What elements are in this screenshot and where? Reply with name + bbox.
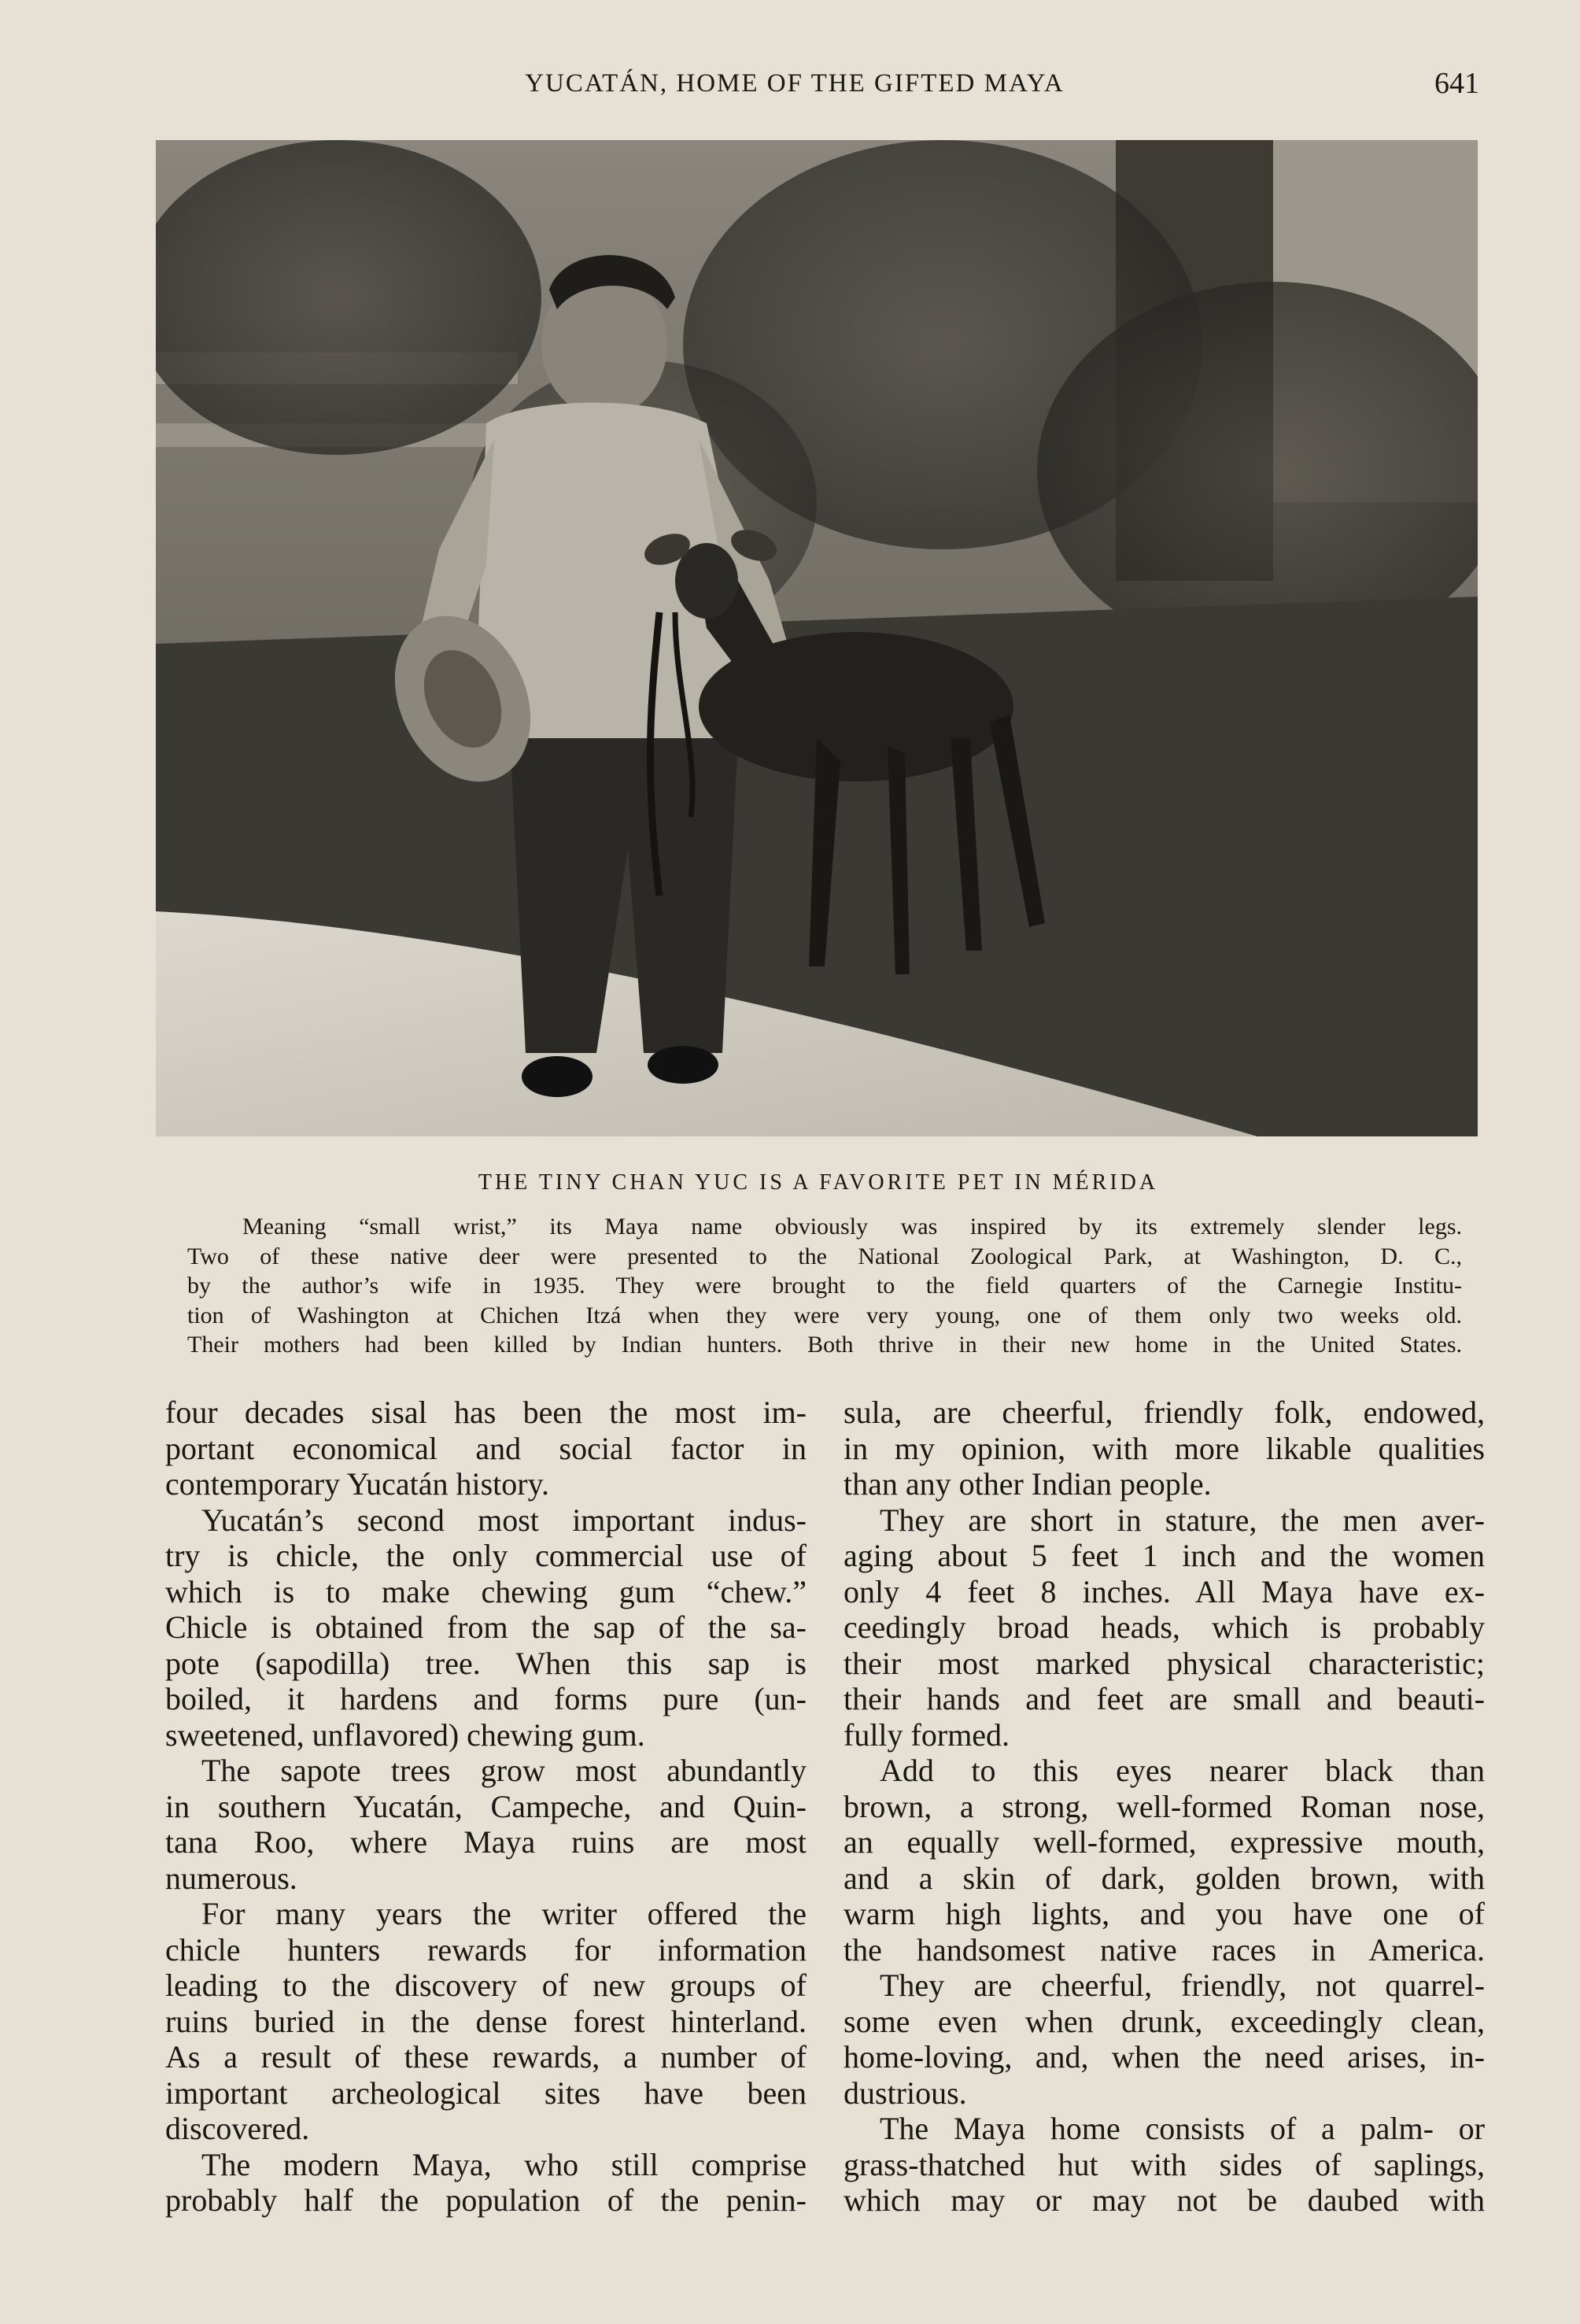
text-line: grass-thatched hut with sides of saplings, xyxy=(844,2146,1485,2182)
caption-line: Two of these native deer were presented to the National Zoological Park, at Washington, D. C., xyxy=(187,1243,1462,1269)
text-line: ruins buried in the dense forest hinterland. xyxy=(165,2003,807,2039)
text-line: probably half the population of the penin- xyxy=(165,2182,807,2218)
text-line: leading to the discovery of new groups of xyxy=(165,1967,807,2003)
text-line: four decades sisal has been the most im- xyxy=(165,1395,807,1430)
photo-illustration xyxy=(156,140,1478,1136)
text-line: in my opinion, with more likable qualities xyxy=(844,1430,1485,1466)
caption-line: Meaning “small wrist,” its Maya name obviously was inspired by its extremely slender legs. xyxy=(242,1214,1462,1240)
text-line: only 4 feet 8 inches. All Maya have ex- xyxy=(844,1573,1485,1609)
text-line: ceedingly broad heads, which is probably xyxy=(844,1609,1485,1645)
text-line: which is to make chewing gum “chew.” xyxy=(165,1573,807,1609)
text-line: portant economical and social factor in xyxy=(165,1430,807,1466)
text-line: aging about 5 feet 1 inch and the women xyxy=(844,1538,1485,1573)
text-line: For many years the writer offered the xyxy=(201,1896,807,1931)
text-line: They are short in stature, the men aver- xyxy=(880,1502,1485,1538)
text-line: As a result of these rewards, a number of xyxy=(165,2039,807,2075)
right-column xyxy=(844,1395,1485,2219)
text-line: their hands and feet are small and beauti- xyxy=(844,1681,1485,1716)
photograph-man-with-deer xyxy=(156,140,1478,1136)
left-column xyxy=(165,1395,807,2219)
text-line: discovered. xyxy=(165,2111,310,2146)
text-line: their most marked physical characteristic; xyxy=(844,1645,1485,1681)
text-line: which may or may not be daubed with xyxy=(844,2182,1485,2218)
text-line: than any other Indian people. xyxy=(844,1466,1212,1502)
text-line: home-loving, and, when the need arises, in- xyxy=(844,2039,1485,2075)
text-line: in southern Yucatán, Campeche, and Quin- xyxy=(165,1788,807,1824)
text-line: They are cheerful, friendly, not quarrel- xyxy=(880,1967,1485,2003)
text-line: some even when drunk, exceedingly clean, xyxy=(844,2003,1485,2039)
text-line: The sapote trees grow most abundantly xyxy=(201,1753,807,1788)
text-line: boiled, it hardens and forms pure (un- xyxy=(165,1681,807,1716)
text-line: numerous. xyxy=(165,1860,297,1896)
caption-body xyxy=(187,1212,1462,1360)
text-line: The Maya home consists of a palm- or xyxy=(880,2111,1485,2146)
text-line: brown, a strong, well-formed Roman nose, xyxy=(844,1788,1485,1824)
text-line: Add to this eyes nearer black than xyxy=(880,1753,1485,1788)
caption-line: Their mothers had been killed by Indian hunters. Both thrive in their new home in the United States. xyxy=(187,1332,1462,1358)
caption-line: by the author’s wife in 1935. They were brought to the field quarters of the Carnegie Institu- xyxy=(187,1273,1462,1299)
text-line: try is chicle, the only commercial use of xyxy=(165,1538,807,1573)
text-line: contemporary Yucatán history. xyxy=(165,1466,549,1502)
running-title: YUCATÁN, HOME OF THE GIFTED MAYA xyxy=(525,69,1065,98)
text-line: the handsomest native races in America. xyxy=(844,1931,1485,1967)
text-line: and a skin of dark, golden brown, with xyxy=(844,1860,1485,1896)
text-line: sula, are cheerful, friendly folk, endowed, xyxy=(844,1395,1485,1430)
text-line: sweetened, unflavored) chewing gum. xyxy=(165,1716,645,1753)
text-line: Yucatán’s second most important indus- xyxy=(201,1502,807,1538)
text-line: warm high lights, and you have one of xyxy=(844,1896,1485,1931)
text-line: dustrious. xyxy=(844,2075,967,2111)
text-line: tana Roo, where Maya ruins are most xyxy=(165,1824,807,1860)
text-line: pote (sapodilla) tree. When this sap is xyxy=(165,1645,807,1681)
text-line: an equally well-formed, expressive mouth, xyxy=(844,1824,1485,1860)
caption-title: THE TINY CHAN YUC IS A FAVORITE PET IN MÉRIDA xyxy=(478,1170,1159,1195)
page-number: 641 xyxy=(1434,67,1479,100)
text-line: important archeological sites have been xyxy=(165,2075,807,2111)
text-line: The modern Maya, who still comprise xyxy=(201,2146,807,2182)
text-line: Chicle is obtained from the sap of the sa- xyxy=(165,1609,807,1645)
text-line: fully formed. xyxy=(844,1716,1010,1753)
text-line: chicle hunters rewards for information xyxy=(165,1931,807,1967)
caption-line: tion of Washington at Chichen Itzá when they were very young, one of them only two weeks old. xyxy=(187,1302,1462,1328)
